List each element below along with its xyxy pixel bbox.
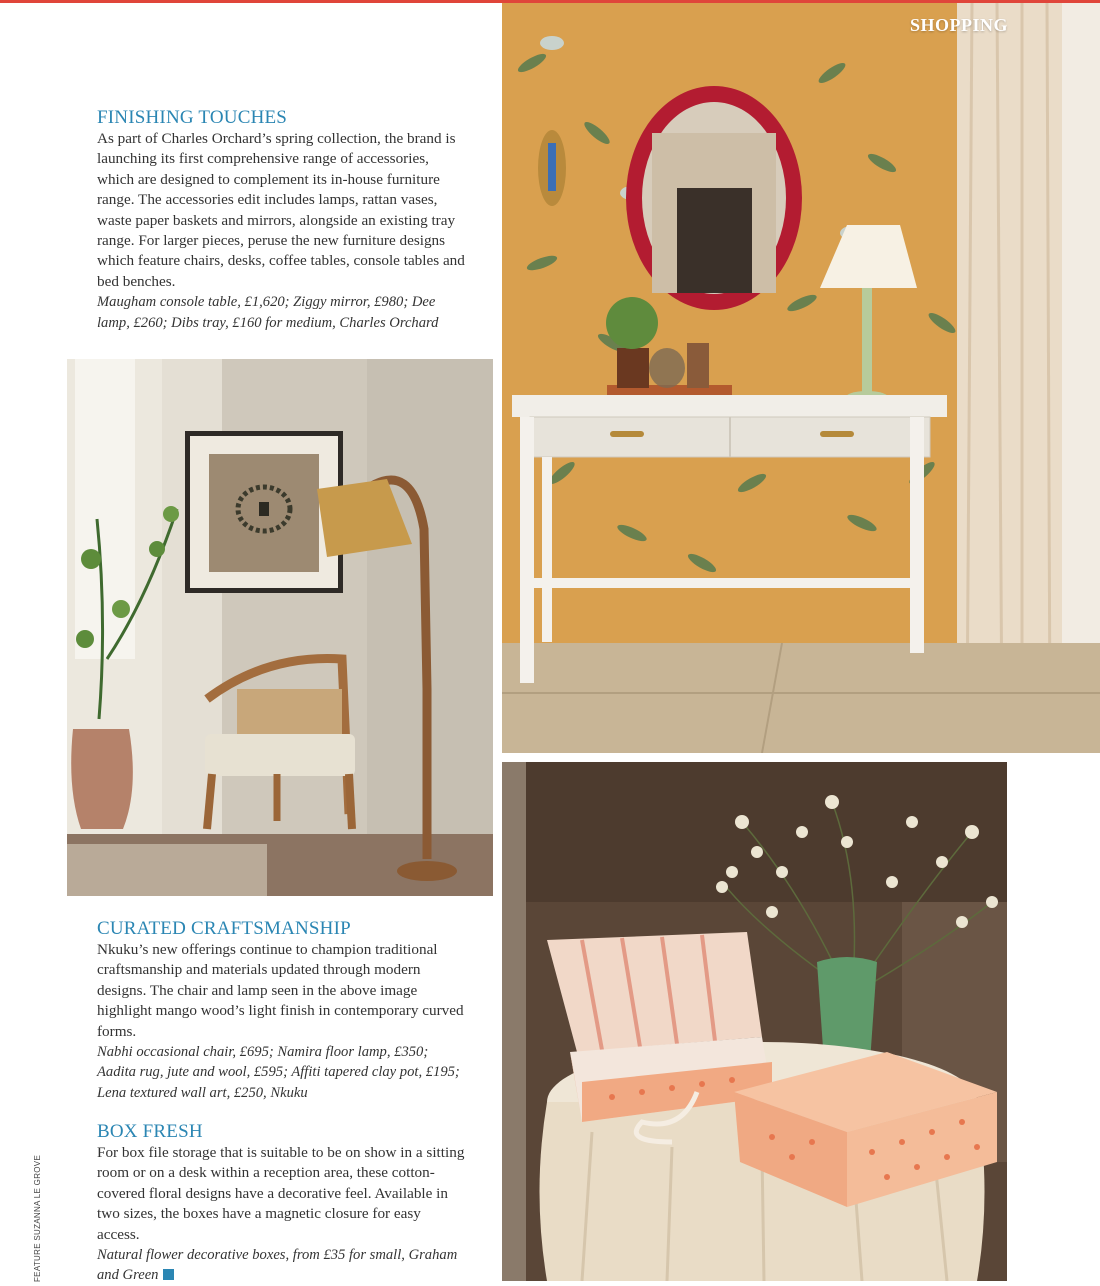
product-credit: Maugham console table, £1,620; Ziggy mirror, £980; Dee lamp, £260; Dibs tray, £160 for medium, Charles Orchard xyxy=(97,294,439,331)
article-body: Nkuku’s new offerings continue to champion traditional craftsmanship and materials updated through modern designs. The chair and lamp seen in the above image highlight mango wood’s light finish in contemporary curved forms. xyxy=(97,941,464,1040)
article-curated-craftsmanship xyxy=(97,918,465,1103)
article-heading: FINISHING TOUCHES xyxy=(97,107,288,128)
article-heading: CURATED CRAFTSMANSHIP xyxy=(97,918,351,939)
end-mark-icon xyxy=(163,1269,174,1280)
photo-armchair-floor-lamp xyxy=(67,359,493,896)
article-body: For box file storage that is suitable to be on show in a sitting room or on a desk within a reception area, these cotton-covered floral designs have a decorative feel. Available in two sizes, the boxes have a magnetic closure for easy access. xyxy=(97,1144,465,1243)
article-body: As part of Charles Orchard’s spring collection, the brand is launching its first comprehensive range of accessories, which are designed to complement its in-house furniture range. The accessories edit includes lamps, rattan vases, waste paper baskets and mirrors, alongside an existing tray range. For larger pieces, peruse the new furniture designs which feature chairs, desks, coffee tables, console tables and bed benches. xyxy=(97,130,465,290)
photo-console-table-mirror xyxy=(502,3,1100,753)
photo-floral-storage-boxes xyxy=(502,762,1007,1281)
section-label: SHOPPING xyxy=(909,15,1008,35)
article-finishing-touches xyxy=(97,107,465,333)
product-credit: Natural flower decorative boxes, from £35 for small, Graham and Green xyxy=(97,1247,458,1284)
article-heading: BOX FRESH xyxy=(97,1121,203,1142)
product-credit: Nabhi occasional chair, £695; Namira floor lamp, £350; Aadita rug, jute and wool, £595; Affiti tapered clay pot, £195; Lena textured wall art, £250, Nkuku xyxy=(97,1044,460,1101)
side-credit: FEATURE SUZANNA LE GROVE xyxy=(33,1154,42,1282)
article-box-fresh xyxy=(97,1121,465,1286)
